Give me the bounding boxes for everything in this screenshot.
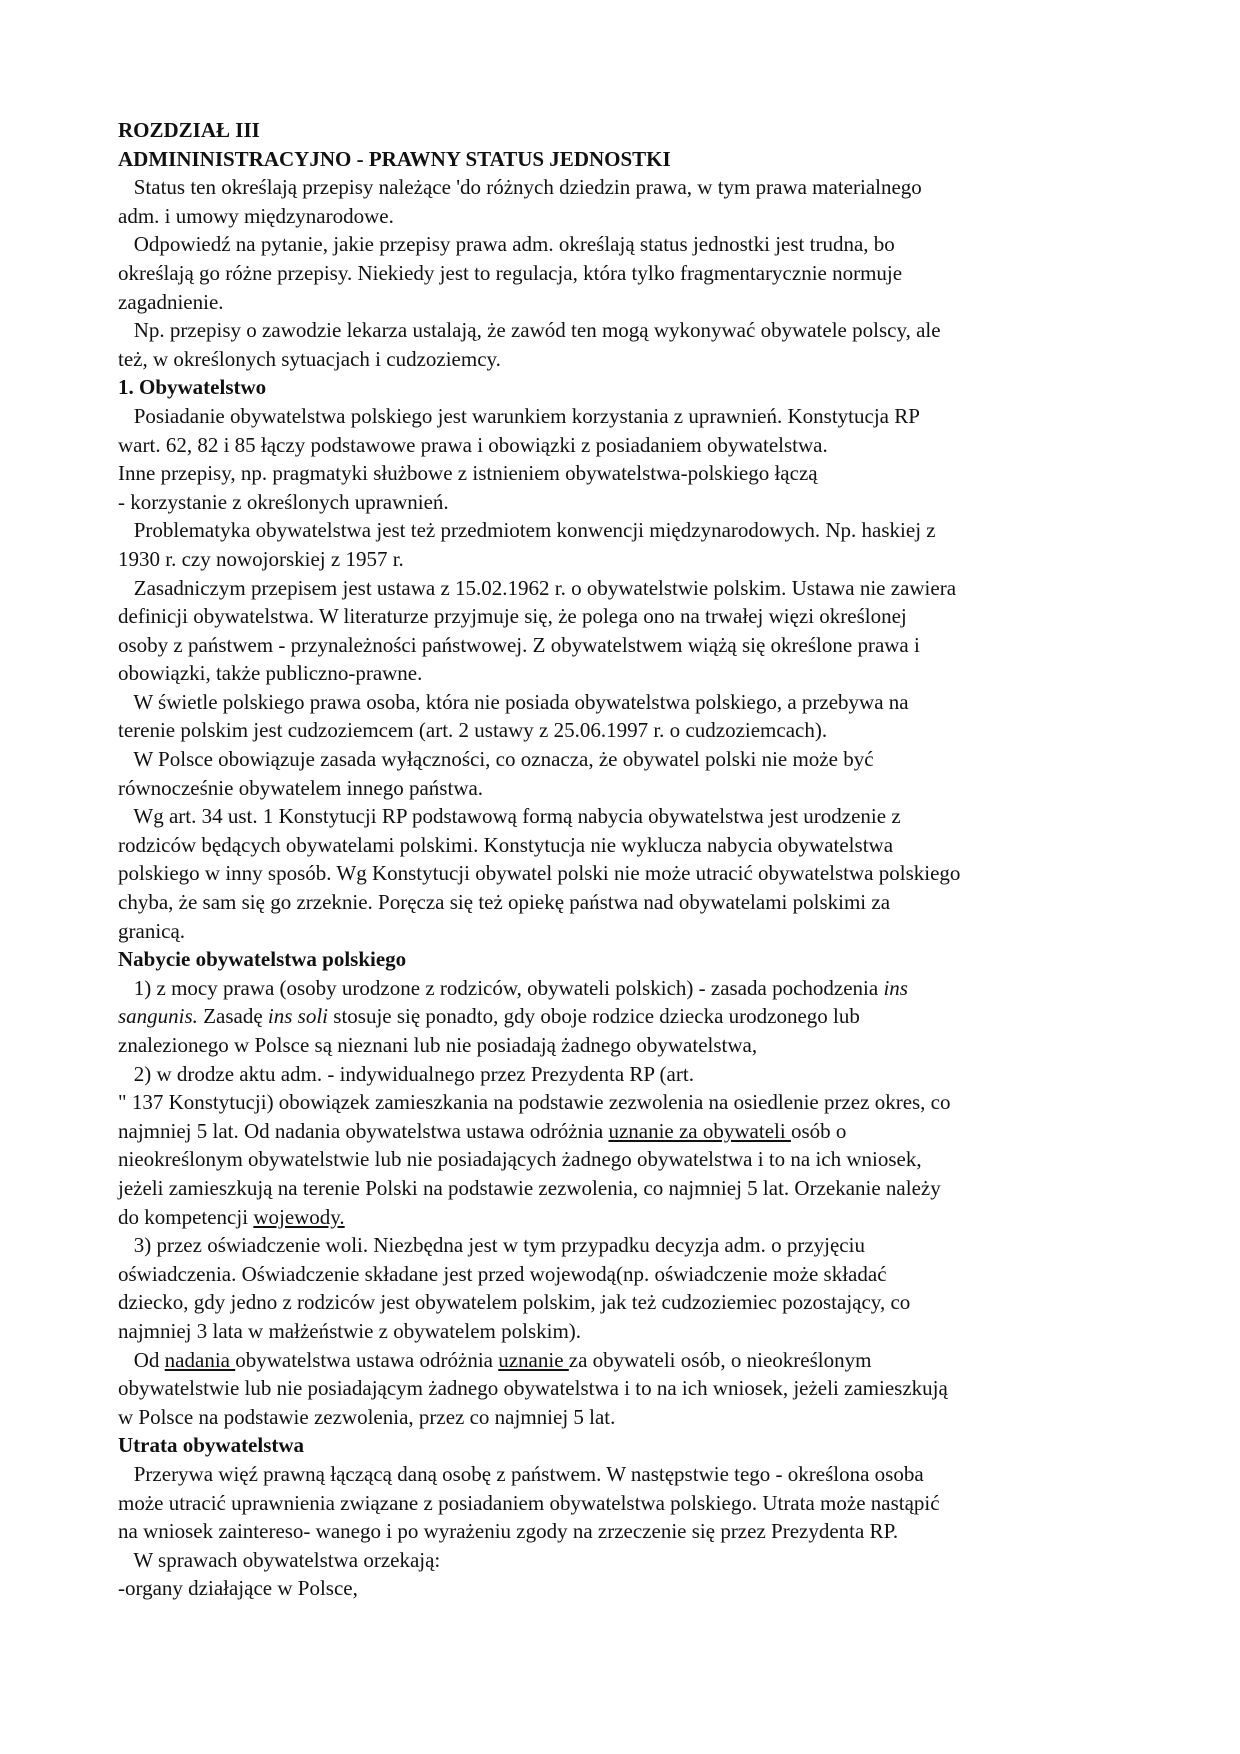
text-line — [118, 1117, 1128, 1146]
text-line: obywatelstwie lub nie posiadającym żadnego obywatelstwa i to na ich wniosek, jeżeli zamieszkują — [118, 1376, 948, 1401]
text-line: wart. 62, 82 i 85 łączy podstawowe prawa i obowiązki z posiadaniem obywatelstwa. — [118, 432, 828, 457]
text-line: dziecko, gdy jedno z rodziców jest obywatelem polskim, jak też cudzoziemiec pozostający, co — [118, 1290, 911, 1315]
underlined-text: uznanie — [498, 1347, 569, 1372]
section-heading: Utrata obywatelstwa — [118, 1433, 305, 1458]
text-line: Posiadanie obywatelstwa polskiego jest warunkiem korzystania z uprawnień. Konstytucja RP — [118, 403, 920, 428]
text-line: Status ten określają przepisy należące 'do różnych dziedzin prawa, w tym prawa materialnego — [118, 175, 922, 200]
text-span: najmniej 5 lat. Od nadania obywatelstwa ustawa odróżnia — [118, 1118, 609, 1143]
underlined-text: wojewody. — [253, 1204, 345, 1229]
italic-text: ins soli — [267, 1004, 329, 1029]
text-line: W sprawach obywatelstwa orzekają: — [118, 1547, 441, 1572]
text-span: za obywateli osób, o nieokreślonym — [568, 1347, 872, 1372]
text-line: Wg art. 34 ust. 1 Konstytucji RP podstawową formą nabycia obywatelstwa jest urodzenie z — [118, 804, 901, 829]
text-line: Odpowiedź na pytanie, jakie przepisy prawa adm. określają status jednostki jest trudna, bo — [118, 232, 895, 257]
text-line: równocześnie obywatelem innego państwa. — [118, 775, 484, 800]
text-line: polskiego w inny sposób. Wg Konstytucji obywatel polski nie może utracić obywatelstwa polskiego — [118, 861, 961, 886]
text-line — [118, 1002, 1128, 1031]
text-line: terenie polskim jest cudzoziemcem (art. 2 ustawy z 25.06.1997 r. o cudzoziemcach). — [118, 718, 828, 743]
text-line: określają go różne przepisy. Niekiedy jest to regulacja, która tylko fragmentarycznie normuje — [118, 260, 903, 285]
text-line: zagadnienie. — [118, 289, 224, 314]
text-line — [118, 974, 1128, 1003]
text-line — [118, 1203, 1128, 1232]
text-line: najmniej 3 lata w małżeństwie z obywatelem polskim). — [118, 1318, 582, 1343]
text-line: chyba, że sam się go zrzeknie. Poręcza się też opiekę państwa nad obywatelami polskimi za — [118, 890, 891, 915]
text-line: obowiązki, także publiczno-prawne. — [118, 661, 423, 686]
text-line: jeżeli zamieszkują na terenie Polski na podstawie zezwolenia, co najmniej 5 lat. Orzekanie należy — [118, 1175, 941, 1200]
underlined-text: nadania — [164, 1347, 236, 1372]
text-line: Problematyka obywatelstwa jest też przedmiotem konwencji międzynarodowych. Np. haskiej z — [118, 518, 936, 543]
text-line: Inne przepisy, np. pragmatyki służbowe z istnieniem obywatelstwa-polskiego łączą — [118, 461, 818, 486]
text-line: Np. przepisy o zawodzie lekarza ustalają, że zawód ten mogą wykonywać obywatele polscy, ale — [118, 318, 941, 343]
text-line: - korzystanie z określonych uprawnień. — [118, 489, 449, 514]
text-span: do kompetencji — [118, 1204, 254, 1229]
section-heading: Nabycie obywatelstwa polskiego — [118, 947, 407, 972]
section-heading: ROZDZIAŁ III — [118, 118, 260, 142]
italic-text: ins — [883, 975, 908, 1000]
text-line: 2) w drodze aktu adm. - indywidualnego przez Prezydenta RP (art. — [118, 1061, 694, 1086]
text-line: oświadczenia. Oświadczenie składane jest przed wojewodą(np. oświadczenie może składać — [118, 1261, 887, 1286]
section-heading: ADMININISTRACYJNO - PRAWNY STATUS JEDNOSTKI — [118, 146, 671, 171]
text-line: znalezionego w Polsce są nieznani lub nie posiadają żadnego obywatelstwa, — [118, 1033, 758, 1057]
text-line: 1930 r. czy nowojorskiej z 1957 r. — [118, 546, 404, 571]
text-line: może utracić uprawnienia związane z posiadaniem obywatelstwa polskiego. Utrata może nastąpić — [118, 1490, 940, 1515]
text-line: na wniosek zaintereso- wanego i po wyrażeniu zgody na zrzeczenie się przez Prezydenta RP. — [118, 1519, 899, 1544]
text-line: Przerywa więź prawną łączącą daną osobę z państwem. W następstwie tego - określona osoba — [118, 1461, 924, 1486]
italic-text: sangunis. — [118, 1004, 198, 1029]
text-line: też, w określonych sytuacjach i cudzoziemcy. — [118, 346, 501, 371]
text-line: w Polsce na podstawie zezwolenia, przez co najmniej 5 lat. — [118, 1404, 616, 1429]
text-span: obywatelstwa ustawa odróżnia — [235, 1347, 499, 1372]
text-span: stosuje się ponadto, gdy oboje rodzice dziecka urodzonego lub — [328, 1004, 860, 1029]
text-line: " 137 Konstytucji) obowiązek zamieszkania na podstawie zezwolenia na osiedlenie przez okres, co — [118, 1090, 951, 1115]
document-page — [118, 116, 1128, 1603]
text-line: W świetle polskiego prawa osoba, która nie posiada obywatelstwa polskiego, a przebywa na — [118, 689, 909, 714]
text-line — [118, 1346, 1128, 1375]
text-line: definicji obywatelstwa. W literaturze przyjmuje się, że polega ono na trwałej więzi określonej — [118, 604, 907, 629]
text-line: 3) przez oświadczenie woli. Niezbędna jest w tym przypadku decyzja adm. o przyjęciu — [118, 1233, 865, 1258]
text-line: nieokreślonym obywatelstwie lub nie posiadających żadnego obywatelstwa i to na ich wniosek, — [118, 1147, 922, 1172]
text-line: granicą. — [118, 918, 186, 943]
text-line: osoby z państwem - przynależności państwowej. Z obywatelstwem wiążą się określone prawa i — [118, 632, 920, 657]
text-line: W Polsce obowiązuje zasada wyłączności, co oznacza, że obywatel polski nie może być — [118, 747, 874, 772]
section-heading: 1. Obywatelstwo — [118, 375, 267, 400]
text-line: adm. i umowy międzynarodowe. — [118, 203, 394, 228]
text-span: osób o — [790, 1118, 847, 1143]
text-span: Od — [118, 1347, 165, 1372]
text-line: -organy działające w Polsce, — [118, 1576, 358, 1601]
text-span: Zasadę — [197, 1004, 268, 1029]
underlined-text: uznanie za obywateli — [608, 1118, 791, 1143]
text-line: Zasadniczym przepisem jest ustawa z 15.02.1962 r. o obywatelstwie polskim. Ustawa nie zawiera — [118, 575, 957, 600]
text-line: rodziców będących obywatelami polskimi. Konstytucja nie wyklucza nabycia obywatelstwa — [118, 832, 894, 857]
text-span: 1) z mocy prawa (osoby urodzone z rodziców, obywateli polskich) - zasada pochodzenia — [118, 975, 884, 1000]
